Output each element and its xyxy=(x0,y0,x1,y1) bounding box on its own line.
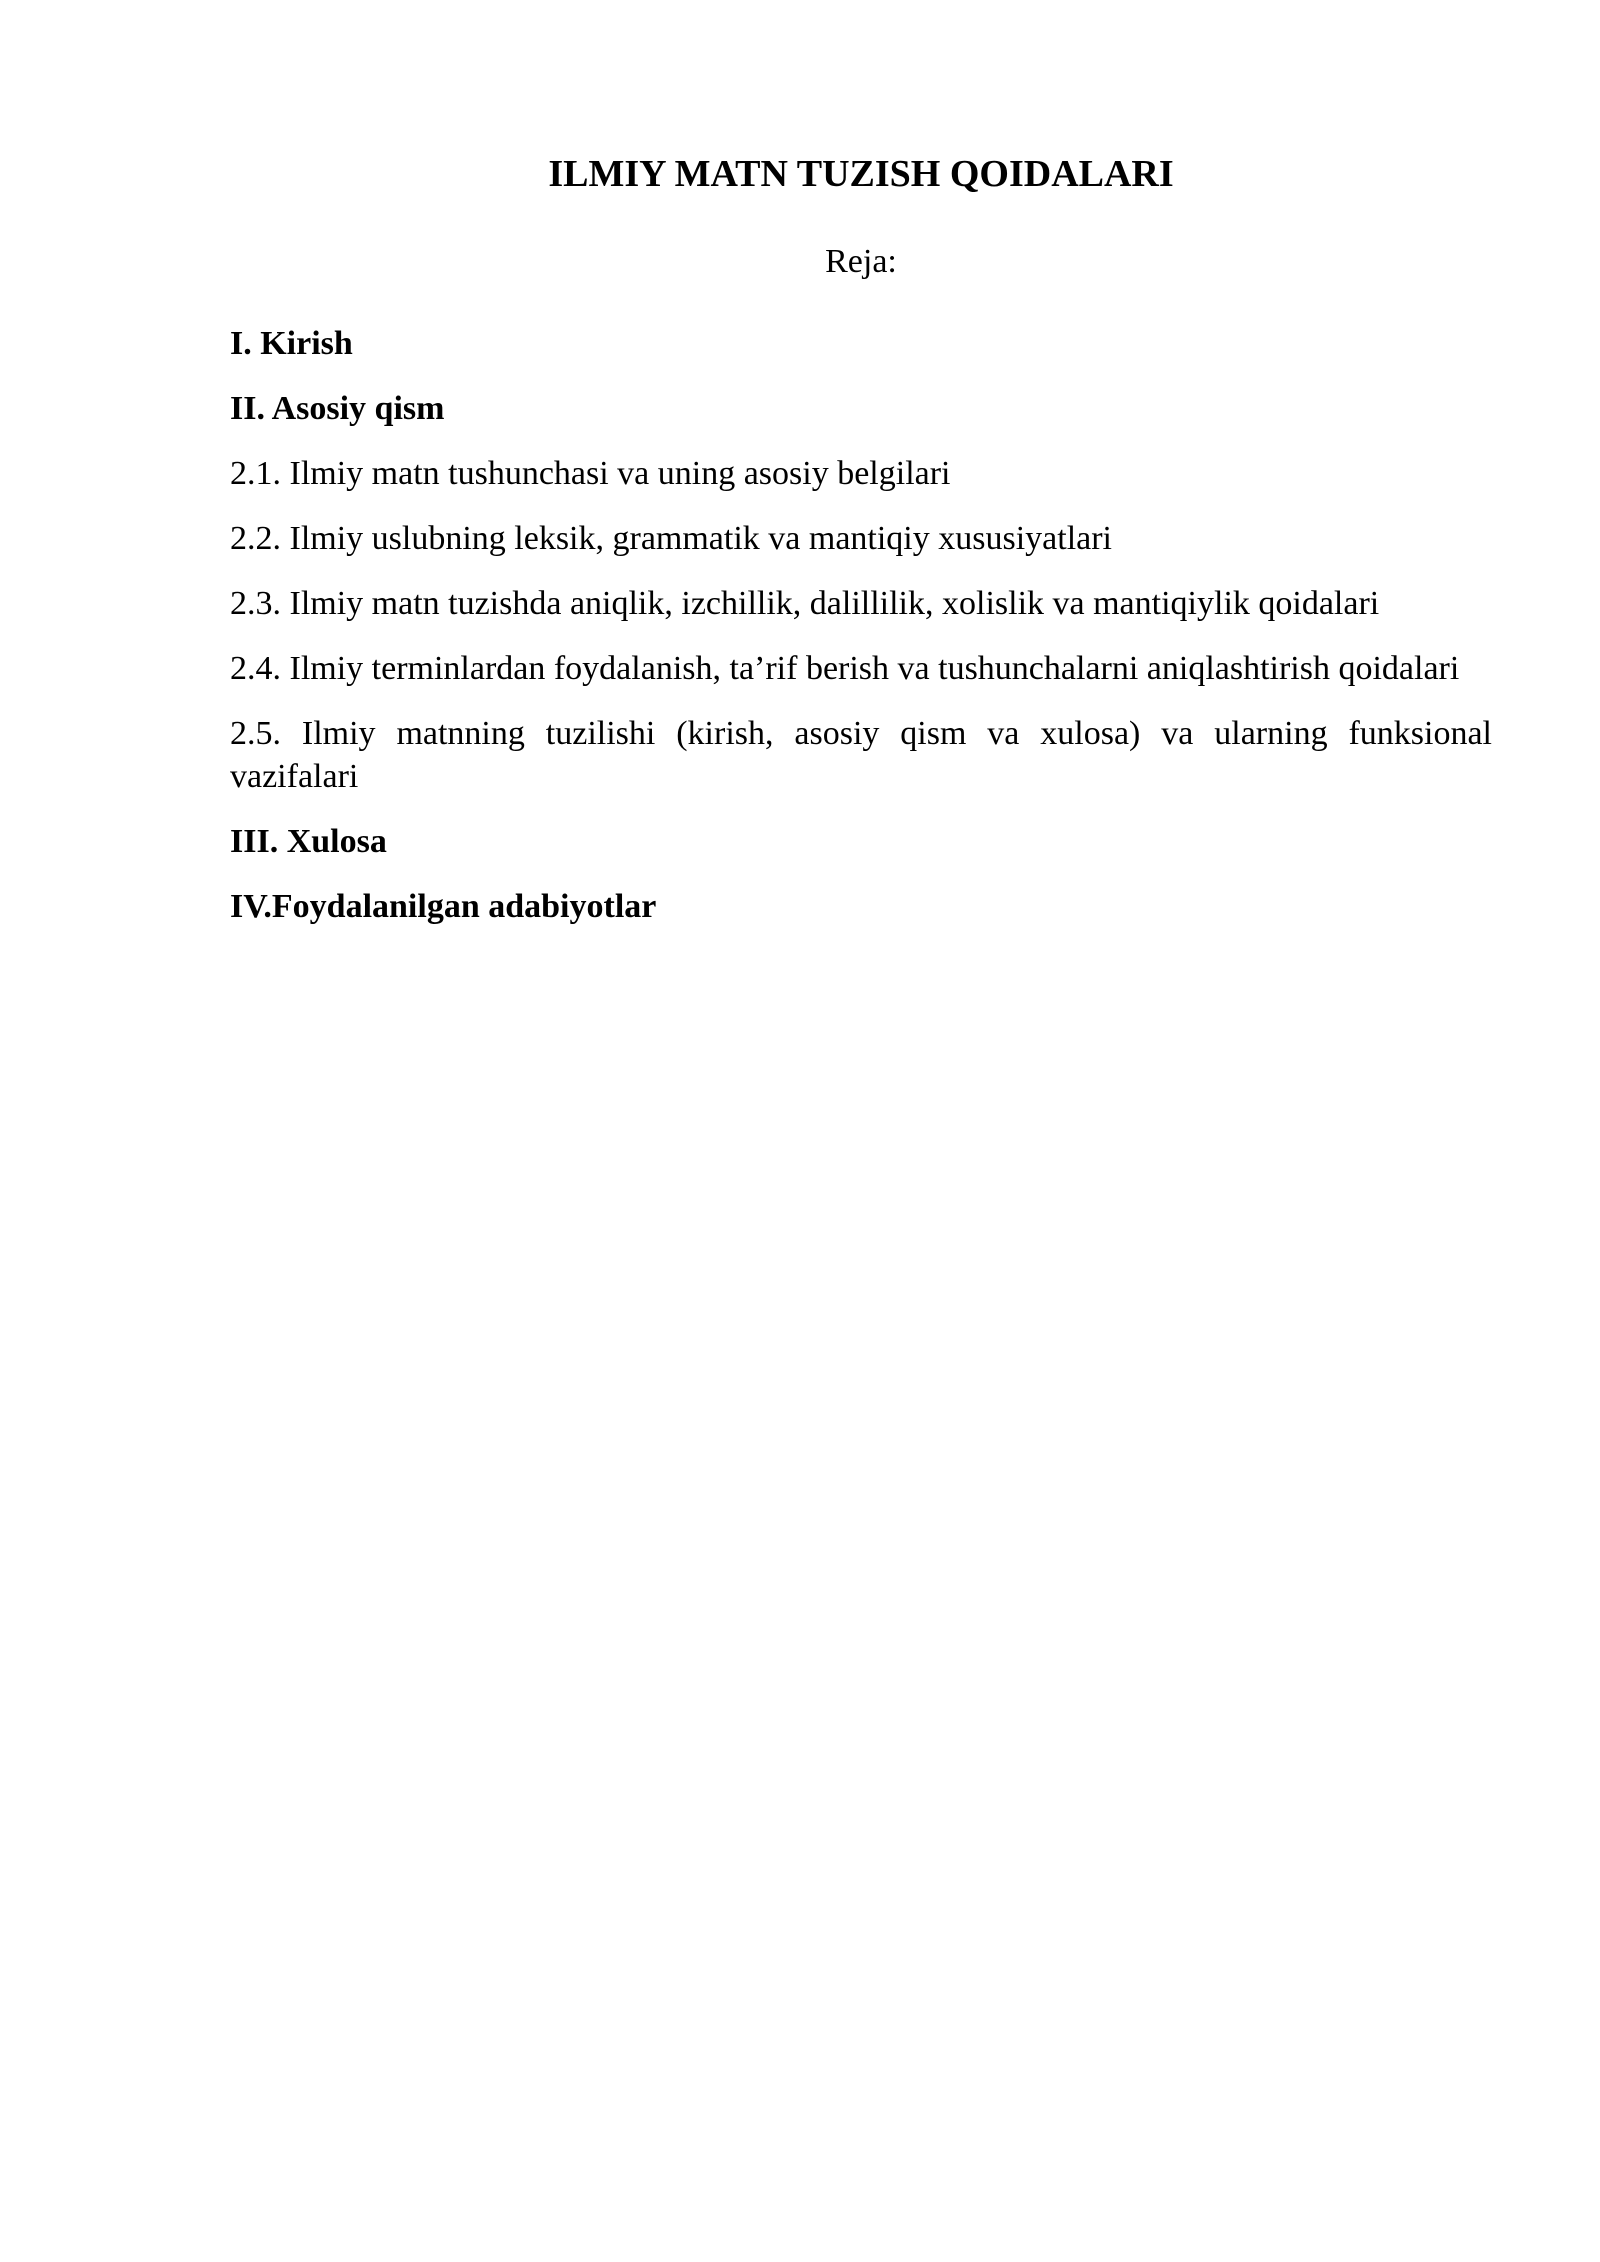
plan-item-references: IV.Foydalanilgan adabiyotlar xyxy=(230,888,657,925)
plan-item-2-2: 2.2. Ilmiy uslubning leksik, grammatik va mantiqiy xususiyatlari xyxy=(230,520,1113,557)
plan-item-introduction: I. Kirish xyxy=(230,325,353,362)
document-title: ILMIY MATN TUZISH QOIDALARI xyxy=(548,153,1174,195)
plan-item-main-part: II. Asosiy qism xyxy=(230,390,445,427)
plan-item-2-4: 2.4. Ilmiy terminlardan foydalanish, ta’rif berish va tushunchalarni aniqlashtirish qoidalari xyxy=(230,650,1460,687)
plan-item-2-1: 2.1. Ilmiy matn tushunchasi va uning asosiy belgilari xyxy=(230,455,951,492)
plan-item-conclusion: III. Xulosa xyxy=(230,823,387,860)
document-content xyxy=(230,150,1492,950)
plan-label: Reja: xyxy=(825,243,897,280)
plan-item-2-5: 2.5. Ilmiy matnning tuzilishi (kirish, asosiy qism va xulosa) va ularning funksional vazifalari xyxy=(230,715,1492,795)
plan-item-2-3: 2.3. Ilmiy matn tuzishda aniqlik, izchillik, dalillilik, xolislik va mantiqiylik qoidalari xyxy=(230,585,1380,622)
plan-list xyxy=(230,322,1492,928)
